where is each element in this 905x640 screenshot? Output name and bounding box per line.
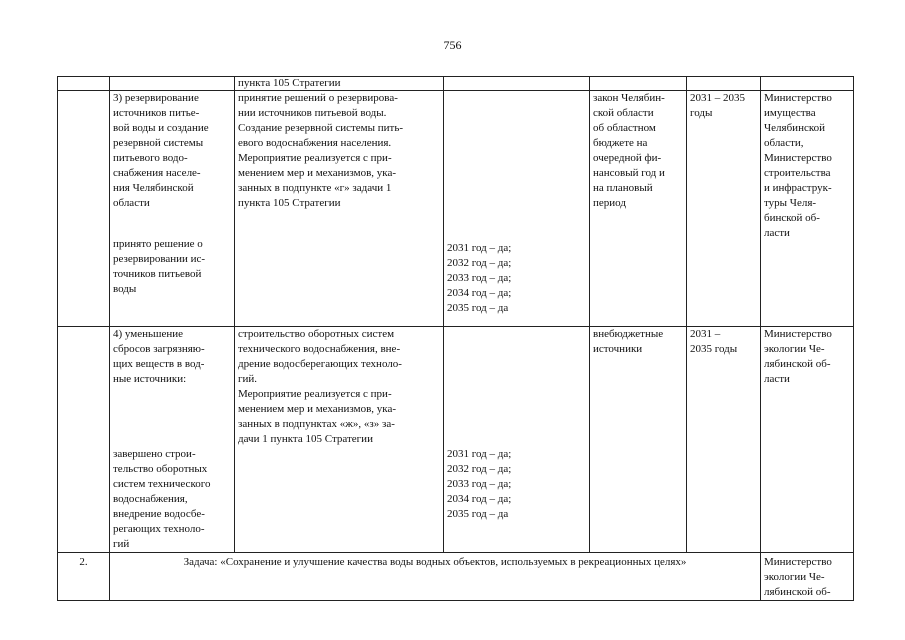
executor-line: бинской об- bbox=[764, 212, 820, 224]
content-line: технического водоснабжения, вне- bbox=[238, 343, 401, 355]
content-line: дачи 1 пункта 105 Стратегии bbox=[238, 433, 373, 445]
executor-line: ласти bbox=[764, 373, 790, 385]
indicator-line: резервировании ис- bbox=[113, 253, 206, 265]
spacer bbox=[113, 387, 231, 447]
cell-years bbox=[444, 91, 590, 327]
cell-executor bbox=[761, 91, 854, 327]
cell-years bbox=[444, 327, 590, 553]
cell-task-number: 2. bbox=[58, 553, 110, 601]
indicator-line: тельство оборотных bbox=[113, 463, 208, 475]
cell-number bbox=[58, 327, 110, 553]
executor-line: экологии Че- bbox=[764, 343, 825, 355]
source-line: внебюджетные bbox=[593, 328, 664, 340]
year-line: 2032 год – да; bbox=[447, 257, 512, 269]
indicator-line: принято решение о bbox=[113, 238, 203, 250]
measure-line: ные источники: bbox=[113, 373, 187, 385]
indicator-line: гий bbox=[113, 538, 130, 550]
cell-task-text: Задача: «Сохранение и улучшение качества воды водных объектов, используемых в рекреационных целях» bbox=[110, 553, 761, 601]
executor-line: имущества bbox=[764, 107, 816, 119]
strategy-measures-table bbox=[57, 76, 854, 601]
cell-years bbox=[444, 77, 590, 91]
executor-line: экологии Че- bbox=[764, 571, 825, 583]
indicator-line: внедрение водосбе- bbox=[113, 508, 205, 520]
executor-line: Министерство bbox=[764, 556, 832, 568]
measure-line: резервной системы bbox=[113, 137, 204, 149]
cell-content: пункта 105 Стратегии bbox=[235, 77, 444, 91]
cell-measure bbox=[110, 77, 235, 91]
executor-line: лябинской об- bbox=[764, 358, 831, 370]
content-line: Мероприятие реализуется с при- bbox=[238, 152, 392, 164]
content-line: гий. bbox=[238, 373, 258, 385]
spacer bbox=[113, 211, 231, 237]
executor-line: лябинской об- bbox=[764, 586, 831, 598]
cell-content bbox=[235, 91, 444, 327]
year-line: 2035 год – да bbox=[447, 508, 509, 520]
executor-line: ласти bbox=[764, 227, 790, 239]
measure-line: источников питье- bbox=[113, 107, 200, 119]
source-line: нансовый год и bbox=[593, 167, 665, 179]
cell-executor bbox=[761, 327, 854, 553]
cell-number bbox=[58, 77, 110, 91]
executor-line: Министерство bbox=[764, 328, 832, 340]
content-line: пункта 105 Стратегии bbox=[238, 197, 341, 209]
cell-source bbox=[590, 327, 687, 553]
period-line: годы bbox=[690, 107, 713, 119]
cell-source bbox=[590, 91, 687, 327]
cell-number bbox=[58, 91, 110, 327]
table-row-continuation bbox=[58, 77, 854, 91]
content-line: евого водоснабжения населения. bbox=[238, 137, 392, 149]
content-line: нии источников питьевой воды. bbox=[238, 107, 387, 119]
executor-line: и инфраструк- bbox=[764, 182, 832, 194]
content-line: Создание резервной системы пить- bbox=[238, 122, 404, 134]
content-line: менением мер и механизмов, ука- bbox=[238, 167, 396, 179]
measure-line: щих веществ в вод- bbox=[113, 358, 205, 370]
year-line: 2031 год – да; bbox=[447, 242, 512, 254]
table-row-measure-3 bbox=[58, 91, 854, 327]
content-line: занных в подпункте «г» задачи 1 bbox=[238, 182, 392, 194]
cell-measure bbox=[110, 91, 235, 327]
cell-content bbox=[235, 327, 444, 553]
measure-line: 3) резервирование bbox=[113, 92, 199, 104]
year-line: 2032 год – да; bbox=[447, 463, 512, 475]
indicator-line: регающих техноло- bbox=[113, 523, 205, 535]
year-line: 2035 год – да bbox=[447, 302, 509, 314]
executor-line: Челябинской bbox=[764, 122, 826, 134]
source-line: на плановый bbox=[593, 182, 653, 194]
spacer bbox=[447, 91, 586, 241]
measure-line: 4) уменьшение bbox=[113, 328, 184, 340]
executor-line: Министерство bbox=[764, 152, 832, 164]
year-line: 2033 год – да; bbox=[447, 478, 512, 490]
source-line: очередной фи- bbox=[593, 152, 662, 164]
indicator-line: водоснабжения, bbox=[113, 493, 188, 505]
content-line: занных в подпунктах «ж», «з» за- bbox=[238, 418, 395, 430]
content-line: Мероприятие реализуется с при- bbox=[238, 388, 392, 400]
table-row-task-2 bbox=[58, 553, 854, 601]
measure-line: сбросов загрязняю- bbox=[113, 343, 205, 355]
source-line: об областном bbox=[593, 122, 656, 134]
source-line: источники bbox=[593, 343, 643, 355]
executor-line: туры Челя- bbox=[764, 197, 817, 209]
year-line: 2031 год – да; bbox=[447, 448, 512, 460]
cell-executor bbox=[761, 77, 854, 91]
source-line: ской области bbox=[593, 107, 654, 119]
measure-line: ния Челябинской bbox=[113, 182, 194, 194]
executor-line: строительства bbox=[764, 167, 831, 179]
indicator-line: систем технического bbox=[113, 478, 211, 490]
page-number: 756 bbox=[443, 38, 462, 52]
spacer bbox=[447, 327, 586, 447]
executor-line: области, bbox=[764, 137, 804, 149]
measure-line: питьевого водо- bbox=[113, 152, 188, 164]
cell-period bbox=[687, 327, 761, 553]
source-line: бюджете на bbox=[593, 137, 648, 149]
period-line: 2031 – bbox=[690, 328, 721, 340]
source-line: период bbox=[593, 197, 626, 209]
cell-measure bbox=[110, 327, 235, 553]
table-row-measure-4 bbox=[58, 327, 854, 553]
cell-source bbox=[590, 77, 687, 91]
indicator-line: точников питьевой bbox=[113, 268, 202, 280]
period-line: 2031 – 2035 bbox=[690, 92, 745, 104]
indicator-line: воды bbox=[113, 283, 137, 295]
cell-period bbox=[687, 91, 761, 327]
cell-executor bbox=[761, 553, 854, 601]
content-line: строительство оборотных систем bbox=[238, 328, 395, 340]
content-line: принятие решений о резервирова- bbox=[238, 92, 398, 104]
period-line: 2035 годы bbox=[690, 343, 738, 355]
year-line: 2033 год – да; bbox=[447, 272, 512, 284]
source-line: закон Челябин- bbox=[593, 92, 665, 104]
cell-period bbox=[687, 77, 761, 91]
indicator-line: завершено строи- bbox=[113, 448, 196, 460]
executor-line: Министерство bbox=[764, 92, 832, 104]
content-line: менением мер и механизмов, ука- bbox=[238, 403, 396, 415]
year-line: 2034 год – да; bbox=[447, 493, 512, 505]
content-line: дрение водосберегающих техноло- bbox=[238, 358, 402, 370]
measure-line: снабжения населе- bbox=[113, 167, 201, 179]
year-line: 2034 год – да; bbox=[447, 287, 512, 299]
measure-line: области bbox=[113, 197, 150, 209]
measure-line: вой воды и создание bbox=[113, 122, 209, 134]
